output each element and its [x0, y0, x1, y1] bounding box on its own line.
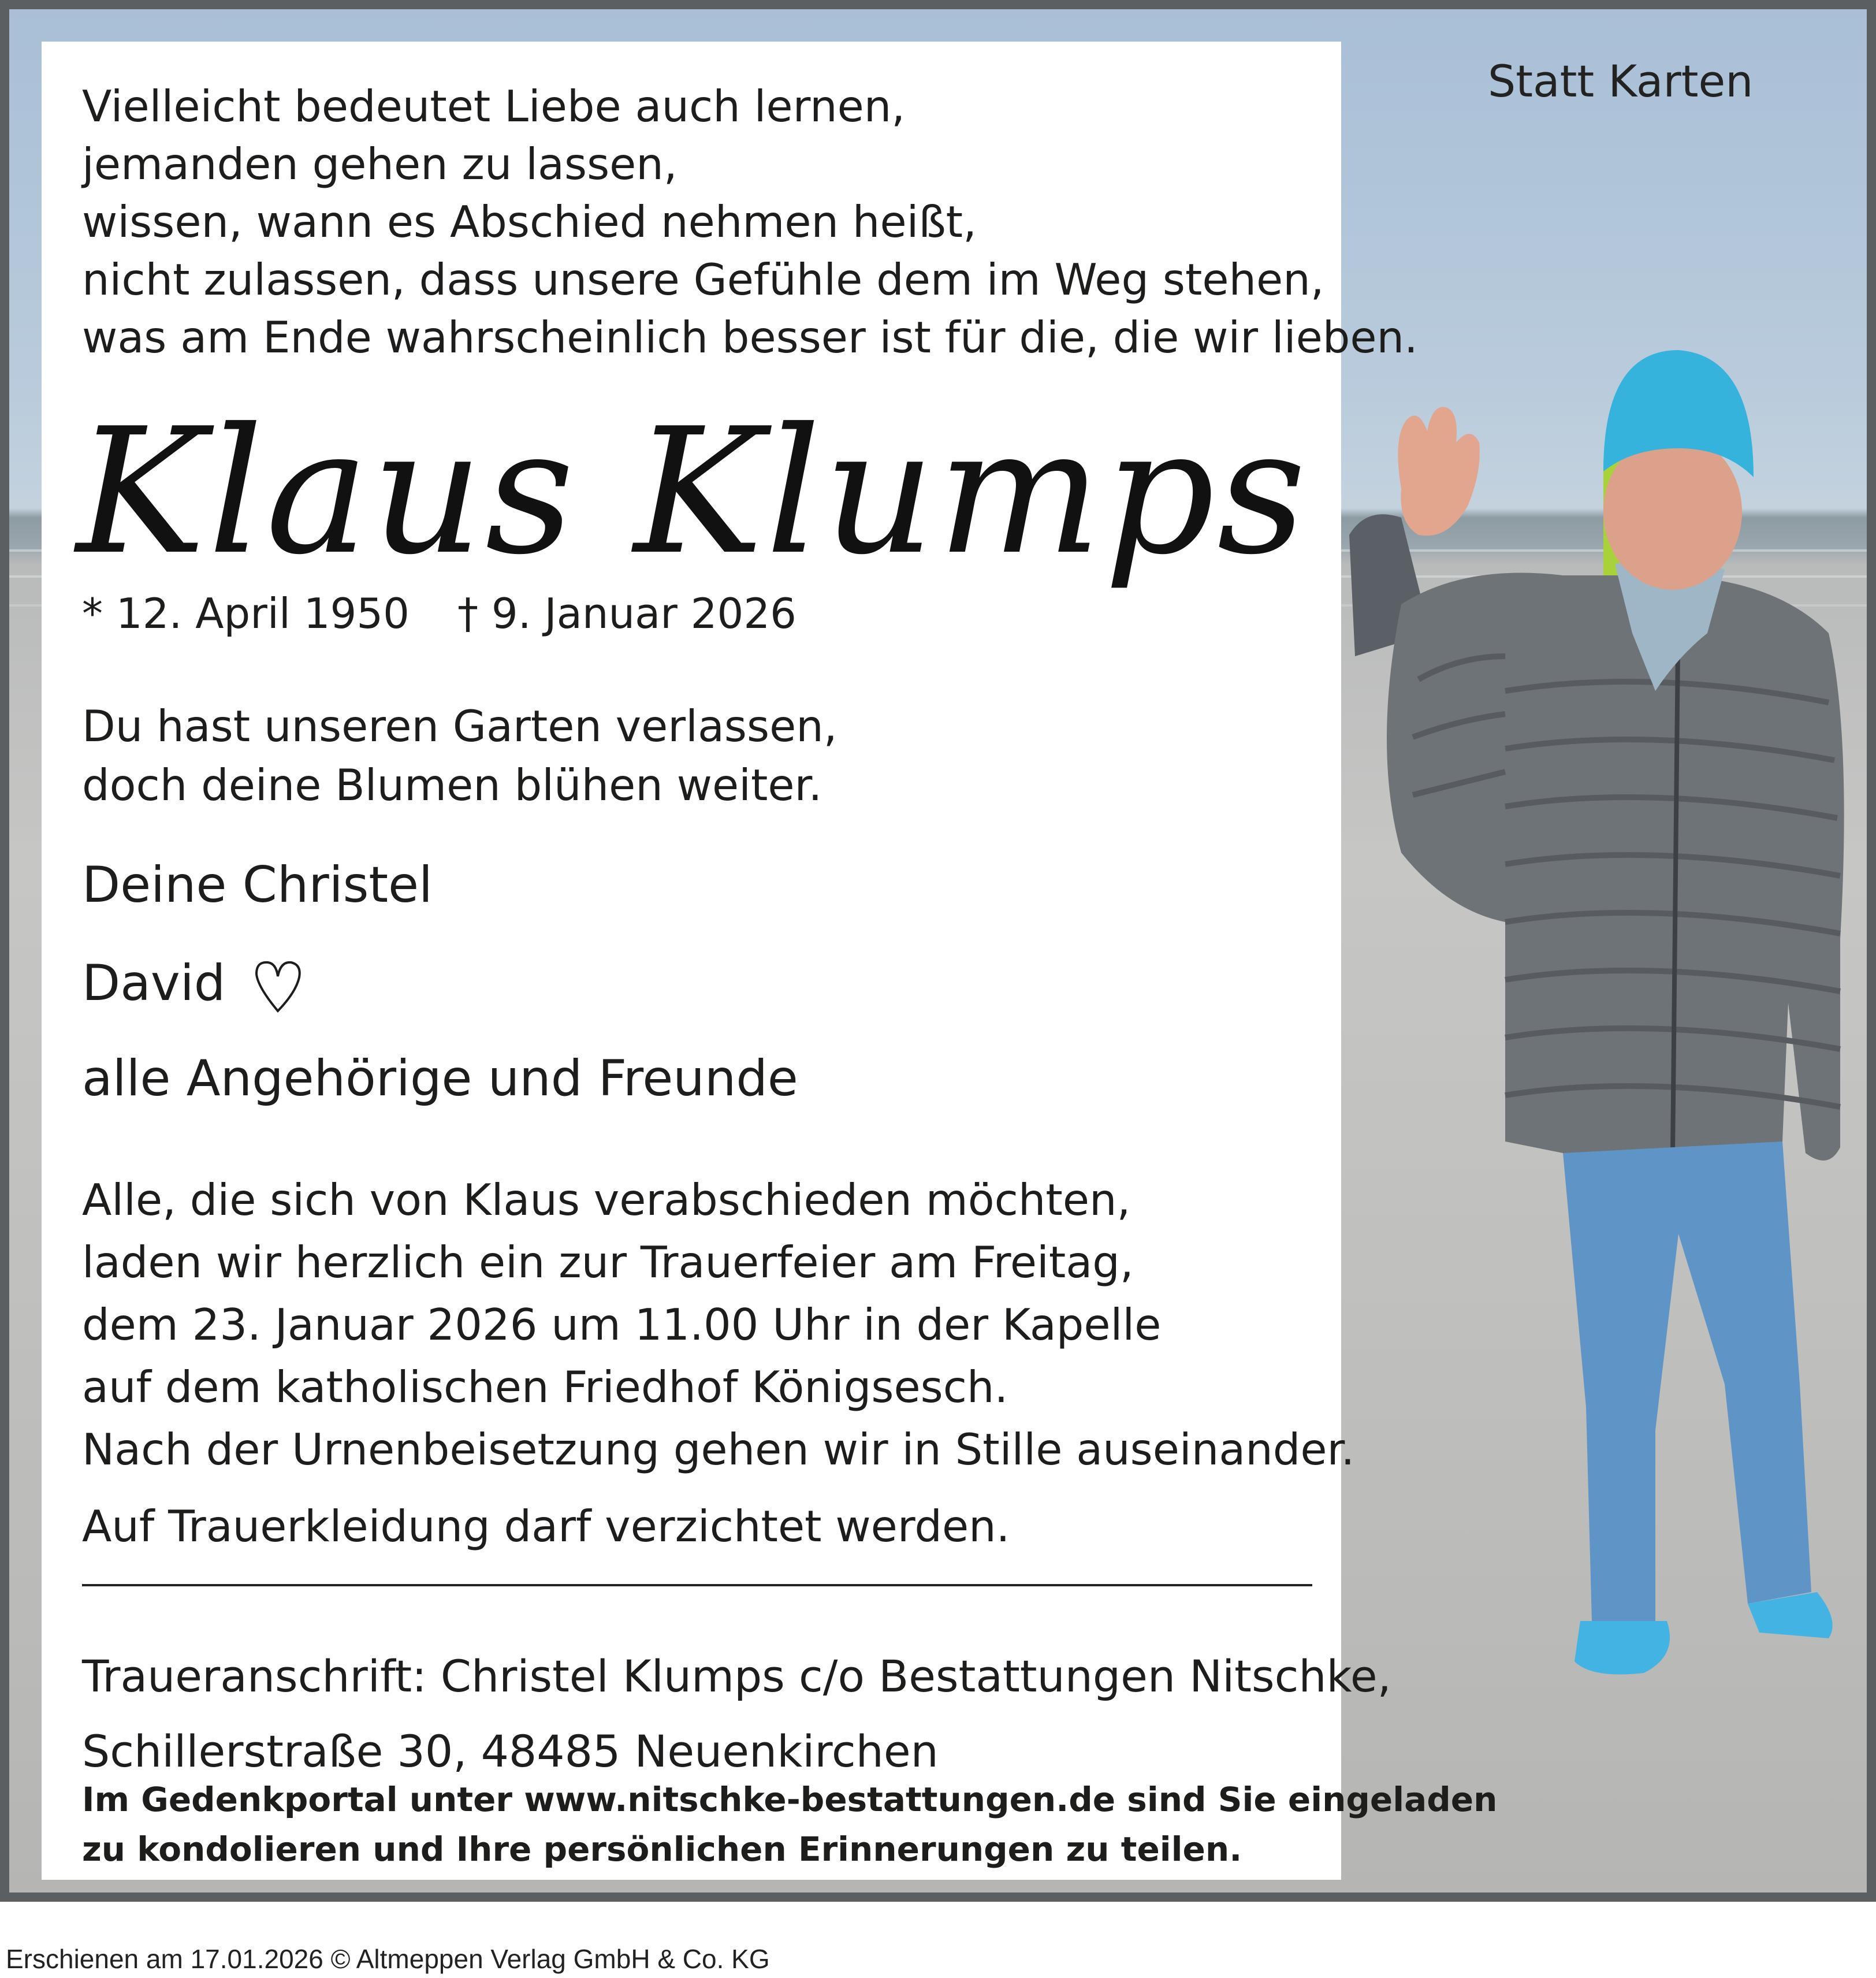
- publication-credit: Erschienen am 17.01.2026 © Altmeppen Verlag GmbH & Co. KG: [6, 1944, 770, 1974]
- address-line: Traueranschrift: Christel Klumps c/o Bestattungen Nitschke,: [82, 1650, 1391, 1702]
- farewell-lines: [82, 697, 838, 815]
- poem-line: wissen, wann es Abschied nehmen heißt,: [82, 196, 977, 247]
- portal-line: Im Gedenkportal unter www.nitschke-bestattungen.de sind Sie eingeladen: [82, 1780, 1498, 1819]
- poem: [82, 77, 1418, 366]
- address-line: Schillerstraße 30, 48485 Neuenkirchen: [82, 1726, 939, 1777]
- invitation-line: dem 23. Januar 2026 um 11.00 Uhr in der Kapelle: [82, 1299, 1162, 1350]
- poem-line: nicht zulassen, dass unsere Gefühle dem im Weg stehen,: [82, 254, 1324, 305]
- dress-code: Auf Trauerkleidung darf verzichtet werden.: [82, 1501, 1010, 1552]
- portal-line: zu kondolieren und Ihre persönlichen Erinnerungen zu teilen.: [82, 1830, 1242, 1869]
- farewell-line: Du hast unseren Garten verlassen,: [82, 701, 838, 752]
- signature-christel: Deine Christel: [82, 856, 433, 914]
- invitation-line: auf dem katholischen Friedhof Königsesch.: [82, 1362, 1008, 1412]
- invitation: [82, 1171, 1354, 1483]
- deceased-name: Klaus Klumps: [76, 391, 1309, 593]
- signature-david-text: David: [82, 954, 226, 1012]
- signature-relatives: alle Angehörige und Freunde: [82, 1050, 798, 1107]
- jeans: [1563, 1142, 1811, 1621]
- memorial-portal-note: [82, 1775, 1497, 1874]
- person-figure: [1332, 333, 1876, 1812]
- poem-line: jemanden gehen zu lassen,: [82, 139, 678, 189]
- poem-line: Vielleicht bedeutet Liebe auch lernen,: [82, 81, 906, 132]
- header-label: Statt Karten: [1488, 55, 1754, 107]
- farewell-line: doch deine Blumen blühen weiter.: [82, 760, 822, 810]
- invitation-line: laden wir herzlich ein zur Trauerfeier am Freitag,: [82, 1237, 1134, 1288]
- shoe: [1574, 1621, 1670, 1675]
- signature-david: [82, 954, 304, 1016]
- poem-line: was am Ende wahrscheinlich besser ist für die, die wir lieben.: [82, 312, 1418, 363]
- life-dates: [82, 585, 796, 642]
- invitation-line: Alle, die sich von Klaus verabschieden möchten,: [82, 1174, 1131, 1225]
- heart-icon: [252, 958, 304, 1016]
- birth-date: * 12. April 1950: [82, 589, 410, 638]
- divider: [82, 1584, 1312, 1586]
- hand: [1398, 407, 1479, 536]
- death-date: † 9. Januar 2026: [457, 589, 796, 638]
- invitation-line: Nach der Urnenbeisetzung gehen wir in Stille auseinander.: [82, 1424, 1355, 1475]
- text-panel: [42, 42, 1498, 1880]
